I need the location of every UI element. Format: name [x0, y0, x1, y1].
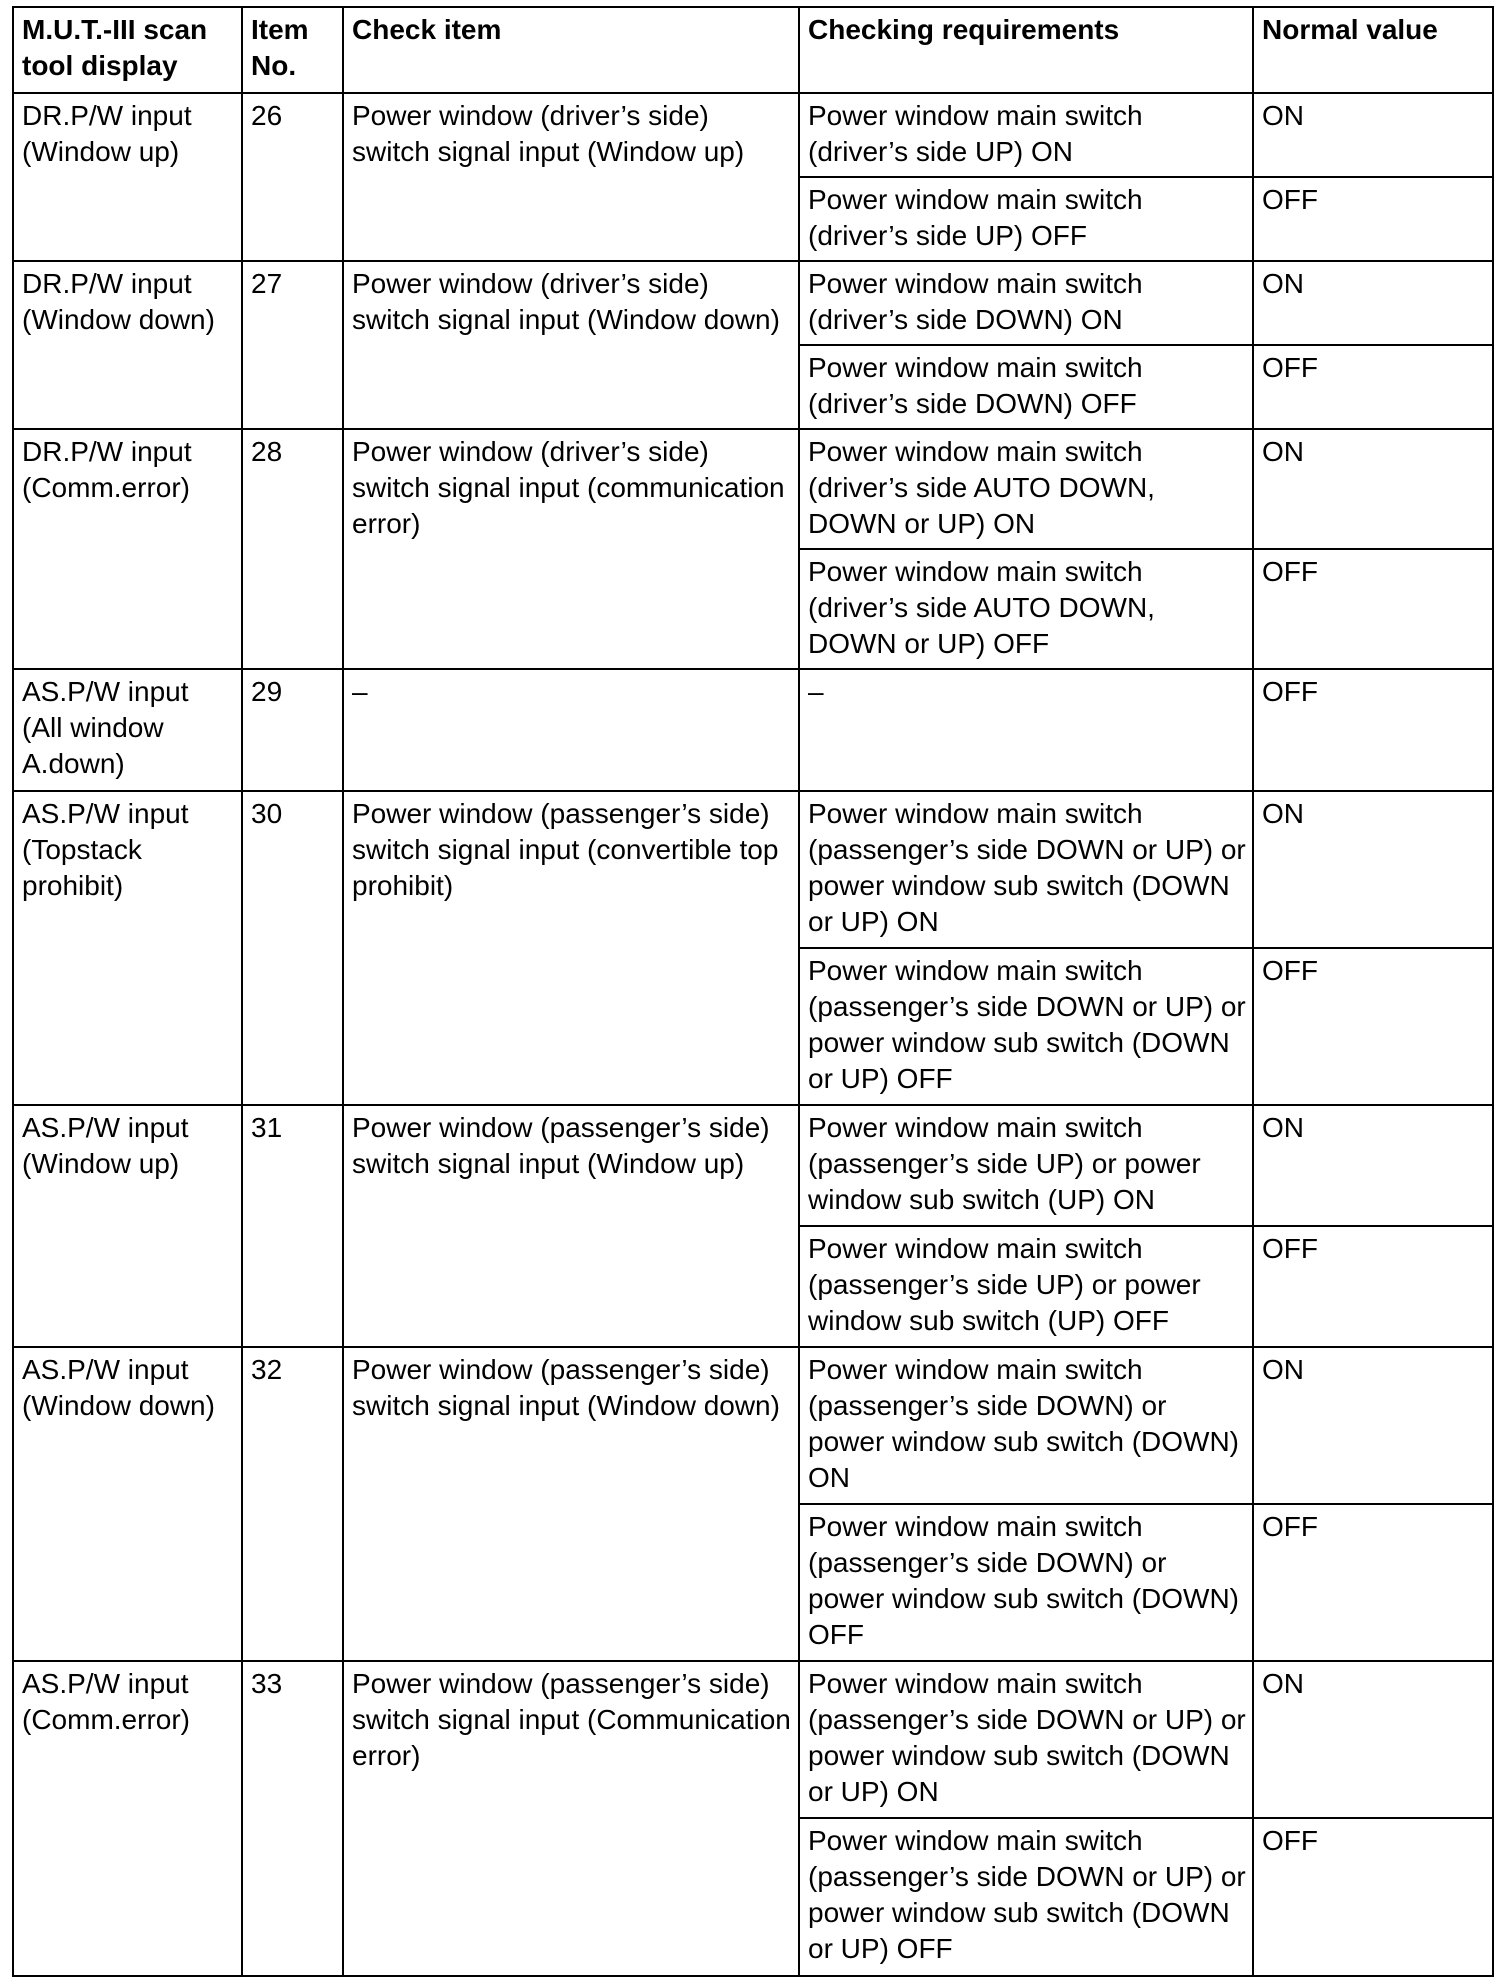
- check-item-cell: Power window (driver’s side) switch signal input (Window down): [343, 261, 799, 429]
- normal-value-cell: ON: [1253, 1105, 1493, 1226]
- item-no-cell: 33: [242, 1661, 343, 1976]
- display-cell: AS.P/W input (All window A.down): [13, 669, 242, 791]
- table-row: [13, 1347, 1493, 1504]
- display-cell: DR.P/W input (Window up): [13, 93, 242, 261]
- header-row: [13, 7, 1493, 93]
- table-row: [13, 791, 1493, 948]
- normal-value-cell: OFF: [1253, 549, 1493, 669]
- normal-value-cell: ON: [1253, 791, 1493, 948]
- normal-value-cell: ON: [1253, 261, 1493, 345]
- item-no-cell: 29: [242, 669, 343, 791]
- table-row: [13, 429, 1493, 549]
- normal-value-cell: ON: [1253, 1661, 1493, 1818]
- display-cell: AS.P/W input (Topstack prohibit): [13, 791, 242, 1105]
- requirement-cell: Power window main switch (driver’s side UP) OFF: [799, 177, 1253, 261]
- requirement-cell: Power window main switch (passenger’s side DOWN or UP) or power window sub switch (DOWN or UP) OFF: [799, 948, 1253, 1105]
- data-list-table: [12, 6, 1494, 1977]
- requirement-cell: Power window main switch (passenger’s side DOWN or UP) or power window sub switch (DOWN or UP) OFF: [799, 1818, 1253, 1976]
- item-no-cell: 26: [242, 93, 343, 261]
- normal-value-cell: OFF: [1253, 345, 1493, 429]
- normal-value-cell: OFF: [1253, 669, 1493, 791]
- header-requirements: Checking requirements: [799, 7, 1253, 93]
- requirement-cell: Power window main switch (driver’s side DOWN) OFF: [799, 345, 1253, 429]
- normal-value-cell: OFF: [1253, 948, 1493, 1105]
- item-no-cell: 31: [242, 1105, 343, 1347]
- item-no-cell: 30: [242, 791, 343, 1105]
- display-cell: DR.P/W input (Comm.error): [13, 429, 242, 669]
- item-no-cell: 27: [242, 261, 343, 429]
- normal-value-cell: ON: [1253, 429, 1493, 549]
- display-cell: AS.P/W input (Window down): [13, 1347, 242, 1661]
- table-row: [13, 1661, 1493, 1818]
- header-check-item: Check item: [343, 7, 799, 93]
- table-row: [13, 261, 1493, 345]
- check-item-cell: –: [343, 669, 799, 791]
- requirement-cell: Power window main switch (driver’s side AUTO DOWN, DOWN or UP) ON: [799, 429, 1253, 549]
- requirement-cell: Power window main switch (passenger’s side DOWN) or power window sub switch (DOWN) OFF: [799, 1504, 1253, 1661]
- requirement-cell: Power window main switch (passenger’s side DOWN) or power window sub switch (DOWN) ON: [799, 1347, 1253, 1504]
- normal-value-cell: OFF: [1253, 177, 1493, 261]
- requirement-cell: Power window main switch (passenger’s side DOWN or UP) or power window sub switch (DOWN or UP) ON: [799, 1661, 1253, 1818]
- table-row: [13, 93, 1493, 177]
- check-item-cell: Power window (passenger’s side) switch signal input (Window down): [343, 1347, 799, 1661]
- table-row: [13, 1105, 1493, 1226]
- requirement-cell: Power window main switch (passenger’s side DOWN or UP) or power window sub switch (DOWN or UP) ON: [799, 791, 1253, 948]
- table-row: [13, 669, 1493, 791]
- display-cell: DR.P/W input (Window down): [13, 261, 242, 429]
- normal-value-cell: OFF: [1253, 1226, 1493, 1347]
- item-no-cell: 28: [242, 429, 343, 669]
- requirement-cell: –: [799, 669, 1253, 791]
- normal-value-cell: OFF: [1253, 1504, 1493, 1661]
- requirement-cell: Power window main switch (driver’s side AUTO DOWN, DOWN or UP) OFF: [799, 549, 1253, 669]
- check-item-cell: Power window (driver’s side) switch signal input (communication error): [343, 429, 799, 669]
- requirement-cell: Power window main switch (driver’s side UP) ON: [799, 93, 1253, 177]
- check-item-cell: Power window (passenger’s side) switch signal input (Communication error): [343, 1661, 799, 1976]
- header-item-no: Item No.: [242, 7, 343, 93]
- display-cell: AS.P/W input (Comm.error): [13, 1661, 242, 1976]
- normal-value-cell: ON: [1253, 93, 1493, 177]
- header-normal-value: Normal value: [1253, 7, 1493, 93]
- check-item-cell: Power window (passenger’s side) switch signal input (convertible top prohibit): [343, 791, 799, 1105]
- normal-value-cell: OFF: [1253, 1818, 1493, 1976]
- requirement-cell: Power window main switch (passenger’s side UP) or power window sub switch (UP) ON: [799, 1105, 1253, 1226]
- display-cell: AS.P/W input (Window up): [13, 1105, 242, 1347]
- requirement-cell: Power window main switch (passenger’s side UP) or power window sub switch (UP) OFF: [799, 1226, 1253, 1347]
- check-item-cell: Power window (passenger’s side) switch signal input (Window up): [343, 1105, 799, 1347]
- check-item-cell: Power window (driver’s side) switch signal input (Window up): [343, 93, 799, 261]
- normal-value-cell: ON: [1253, 1347, 1493, 1504]
- requirement-cell: Power window main switch (driver’s side DOWN) ON: [799, 261, 1253, 345]
- header-display: M.U.T.-III scan tool display: [13, 7, 242, 93]
- item-no-cell: 32: [242, 1347, 343, 1661]
